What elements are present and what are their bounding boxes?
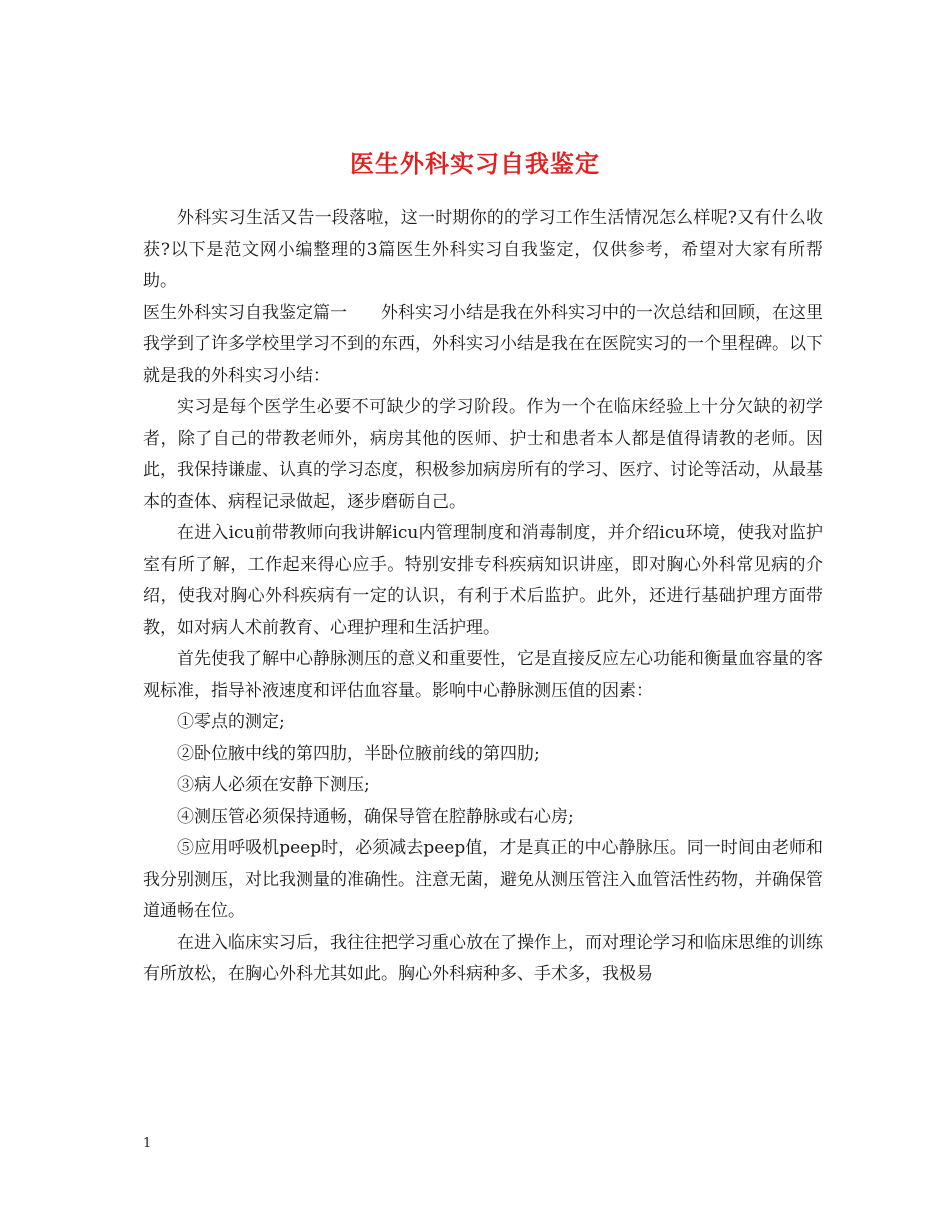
- paragraph: 在进入临床实习后，我往往把学习重心放在了操作上，而对理论学习和临床思维的训练有所放松，在胸心外科尤其如此。胸心外科病种多、手术多，我极易: [143, 932, 823, 984]
- paragraph-section-one: 医生外科实习自我鉴定篇一 外科实习小结是我在外科实习中的一次总结和回顾，在这里我学到了许多学校里学习不到的东西，外科实习小结是我在在医院实习的一个里程碑。以下就是我的外科实习小结：: [143, 302, 823, 386]
- paragraph-intro: 外科实习生活又告一段落啦，这一时期你的的学习工作生活情况怎么样呢?又有什么收获?以下是范文网小编整理的3篇医生外科实习自我鉴定，仅供参考，希望对大家有所帮助。: [143, 208, 823, 291]
- list-item: ③病人必须在安静下测压;: [177, 775, 370, 795]
- paragraph: 在进入icu前带教师向我讲解icu内管理制度和消毒制度，并介绍icu环境，使我对监护室有所了解，工作起来得心应手。特别安排专科疾病知识讲座，即对胸心外科常见病的介绍，使我对胸心外科疾病有一定的认识，有利于术后监护。此外，还进行基础护理方面带教，如对病人术前教育、心理护理和生活护理。: [143, 523, 823, 638]
- list-item: ①零点的测定;: [177, 712, 285, 732]
- list-item: ②卧位腋中线的第四肋，半卧位腋前线的第四肋;: [177, 743, 540, 764]
- list-item: ⑤应用呼吸机peep时，必须减去peep值，才是真正的中心静脉压。同一时间由老师和我分别测压，对比我测量的准确性。注意无菌，避免从测压管注入血管活性药物，并确保管道通畅在位。: [143, 838, 823, 921]
- page-number: 1: [143, 1136, 152, 1151]
- list-item: ④测压管必须保持通畅，确保导管在腔静脉或右心房;: [177, 806, 574, 827]
- document-body: [143, 203, 823, 991]
- document-title: 医生外科实习自我鉴定: [350, 149, 600, 179]
- paragraph: 实习是每个医学生必要不可缺少的学习阶段。作为一个在临床经验上十分欠缺的初学者，除了自己的带教老师外，病房其他的医师、护士和患者本人都是值得请教的老师。因此，我保持谦虚、认真的学习态度，积极参加病房所有的学习、医疗、讨论等活动，从最基本的查体、病程记录做起，逐步磨砺自己。: [143, 397, 823, 512]
- paragraph: 首先使我了解中心静脉测压的意义和重要性，它是直接反应左心功能和衡量血容量的客观标准，指导补液速度和评估血容量。影响中心静脉测压值的因素：: [143, 649, 823, 701]
